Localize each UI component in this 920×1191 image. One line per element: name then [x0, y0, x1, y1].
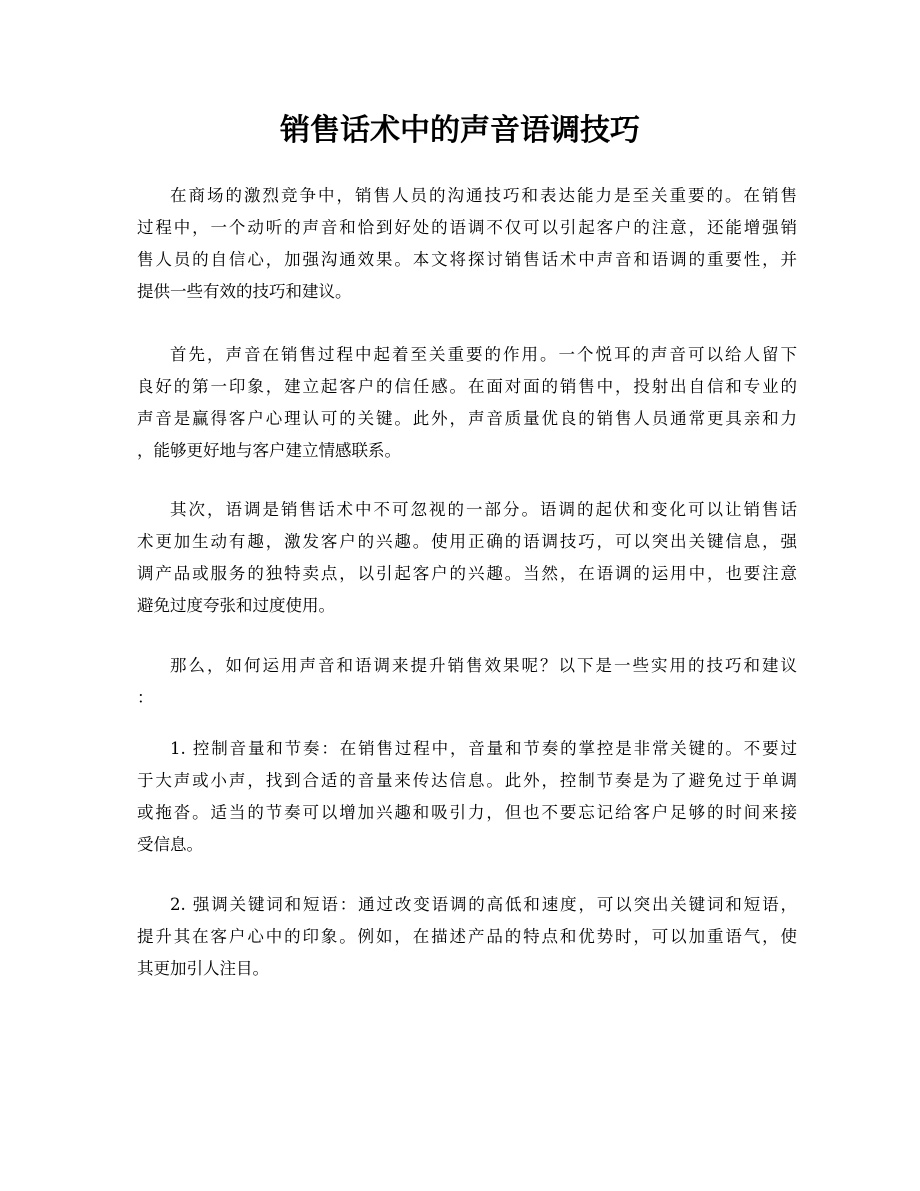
- paragraph-line: 于大声或小声，找到合适的音量来传达信息。此外，控制节奏是为了避免过于单调: [137, 771, 797, 790]
- paragraph-line: 提供一些有效的技巧和建议。: [137, 282, 352, 301]
- paragraph-line: 2. 强调关键词和短语：通过改变语调的高低和速度，可以突出关键词和短语，: [170, 895, 797, 914]
- paragraph-line: 良好的第一印象，建立起客户的信任感。在面对面的销售中，投射出自信和专业的: [137, 377, 797, 396]
- paragraph-line: 那么，如何运用声音和语调来提升销售效果呢？以下是一些实用的技巧和建议: [170, 656, 797, 675]
- paragraph-line: 1. 控制音量和节奏：在销售过程中，音量和节奏的掌控是非常关键的。不要过: [170, 739, 797, 758]
- paragraph-line: 术更加生动有趣，激发客户的兴趣。使用正确的语调技巧，可以突出关键信息，强: [137, 532, 797, 551]
- paragraph-line: 首先，声音在销售过程中起着至关重要的作用。一个悦耳的声音可以给人留下: [170, 345, 797, 364]
- paragraph-line: ，能够更好地与客户建立情感联系。: [137, 441, 401, 460]
- paragraph-voice-importance: [137, 339, 797, 467]
- paragraph-line: ：: [137, 688, 154, 707]
- page-title: 销售话术中的声音语调技巧: [280, 113, 640, 148]
- paragraph-line: 过程中，一个动听的声音和恰到好处的语调不仅可以引起客户的注意，还能增强销: [137, 218, 797, 237]
- paragraph-question: [137, 650, 797, 714]
- paragraph-line: 提升其在客户心中的印象。例如，在描述产品的特点和优势时，可以加重语气，使: [137, 927, 797, 946]
- tip-item-2: [137, 889, 797, 985]
- paragraph-line: 售人员的自信心，加强沟通效果。本文将探讨销售话术中声音和语调的重要性，并: [137, 250, 797, 269]
- paragraph-line: 避免过度夸张和过度使用。: [137, 596, 335, 615]
- paragraph-line: 或拖沓。适当的节奏可以增加兴趣和吸引力，但也不要忘记给客户足够的时间来接: [137, 803, 797, 822]
- paragraph-line: 受信息。: [137, 835, 203, 854]
- paragraph-line: 其次，语调是销售话术中不可忽视的一部分。语调的起伏和变化可以让销售话: [170, 500, 797, 519]
- paragraph-intro: [137, 180, 797, 308]
- paragraph-tone-importance: [137, 494, 797, 622]
- paragraph-line: 声音是赢得客户心理认可的关键。此外，声音质量优良的销售人员通常更具亲和力: [137, 409, 797, 428]
- paragraph-line: 其更加引人注目。: [137, 959, 269, 978]
- tip-item-1: [137, 733, 797, 861]
- paragraph-line: 调产品或服务的独特卖点，以引起客户的兴趣。当然，在语调的运用中，也要注意: [137, 564, 797, 583]
- paragraph-line: 在商场的激烈竞争中，销售人员的沟通技巧和表达能力是至关重要的。在销售: [170, 186, 797, 205]
